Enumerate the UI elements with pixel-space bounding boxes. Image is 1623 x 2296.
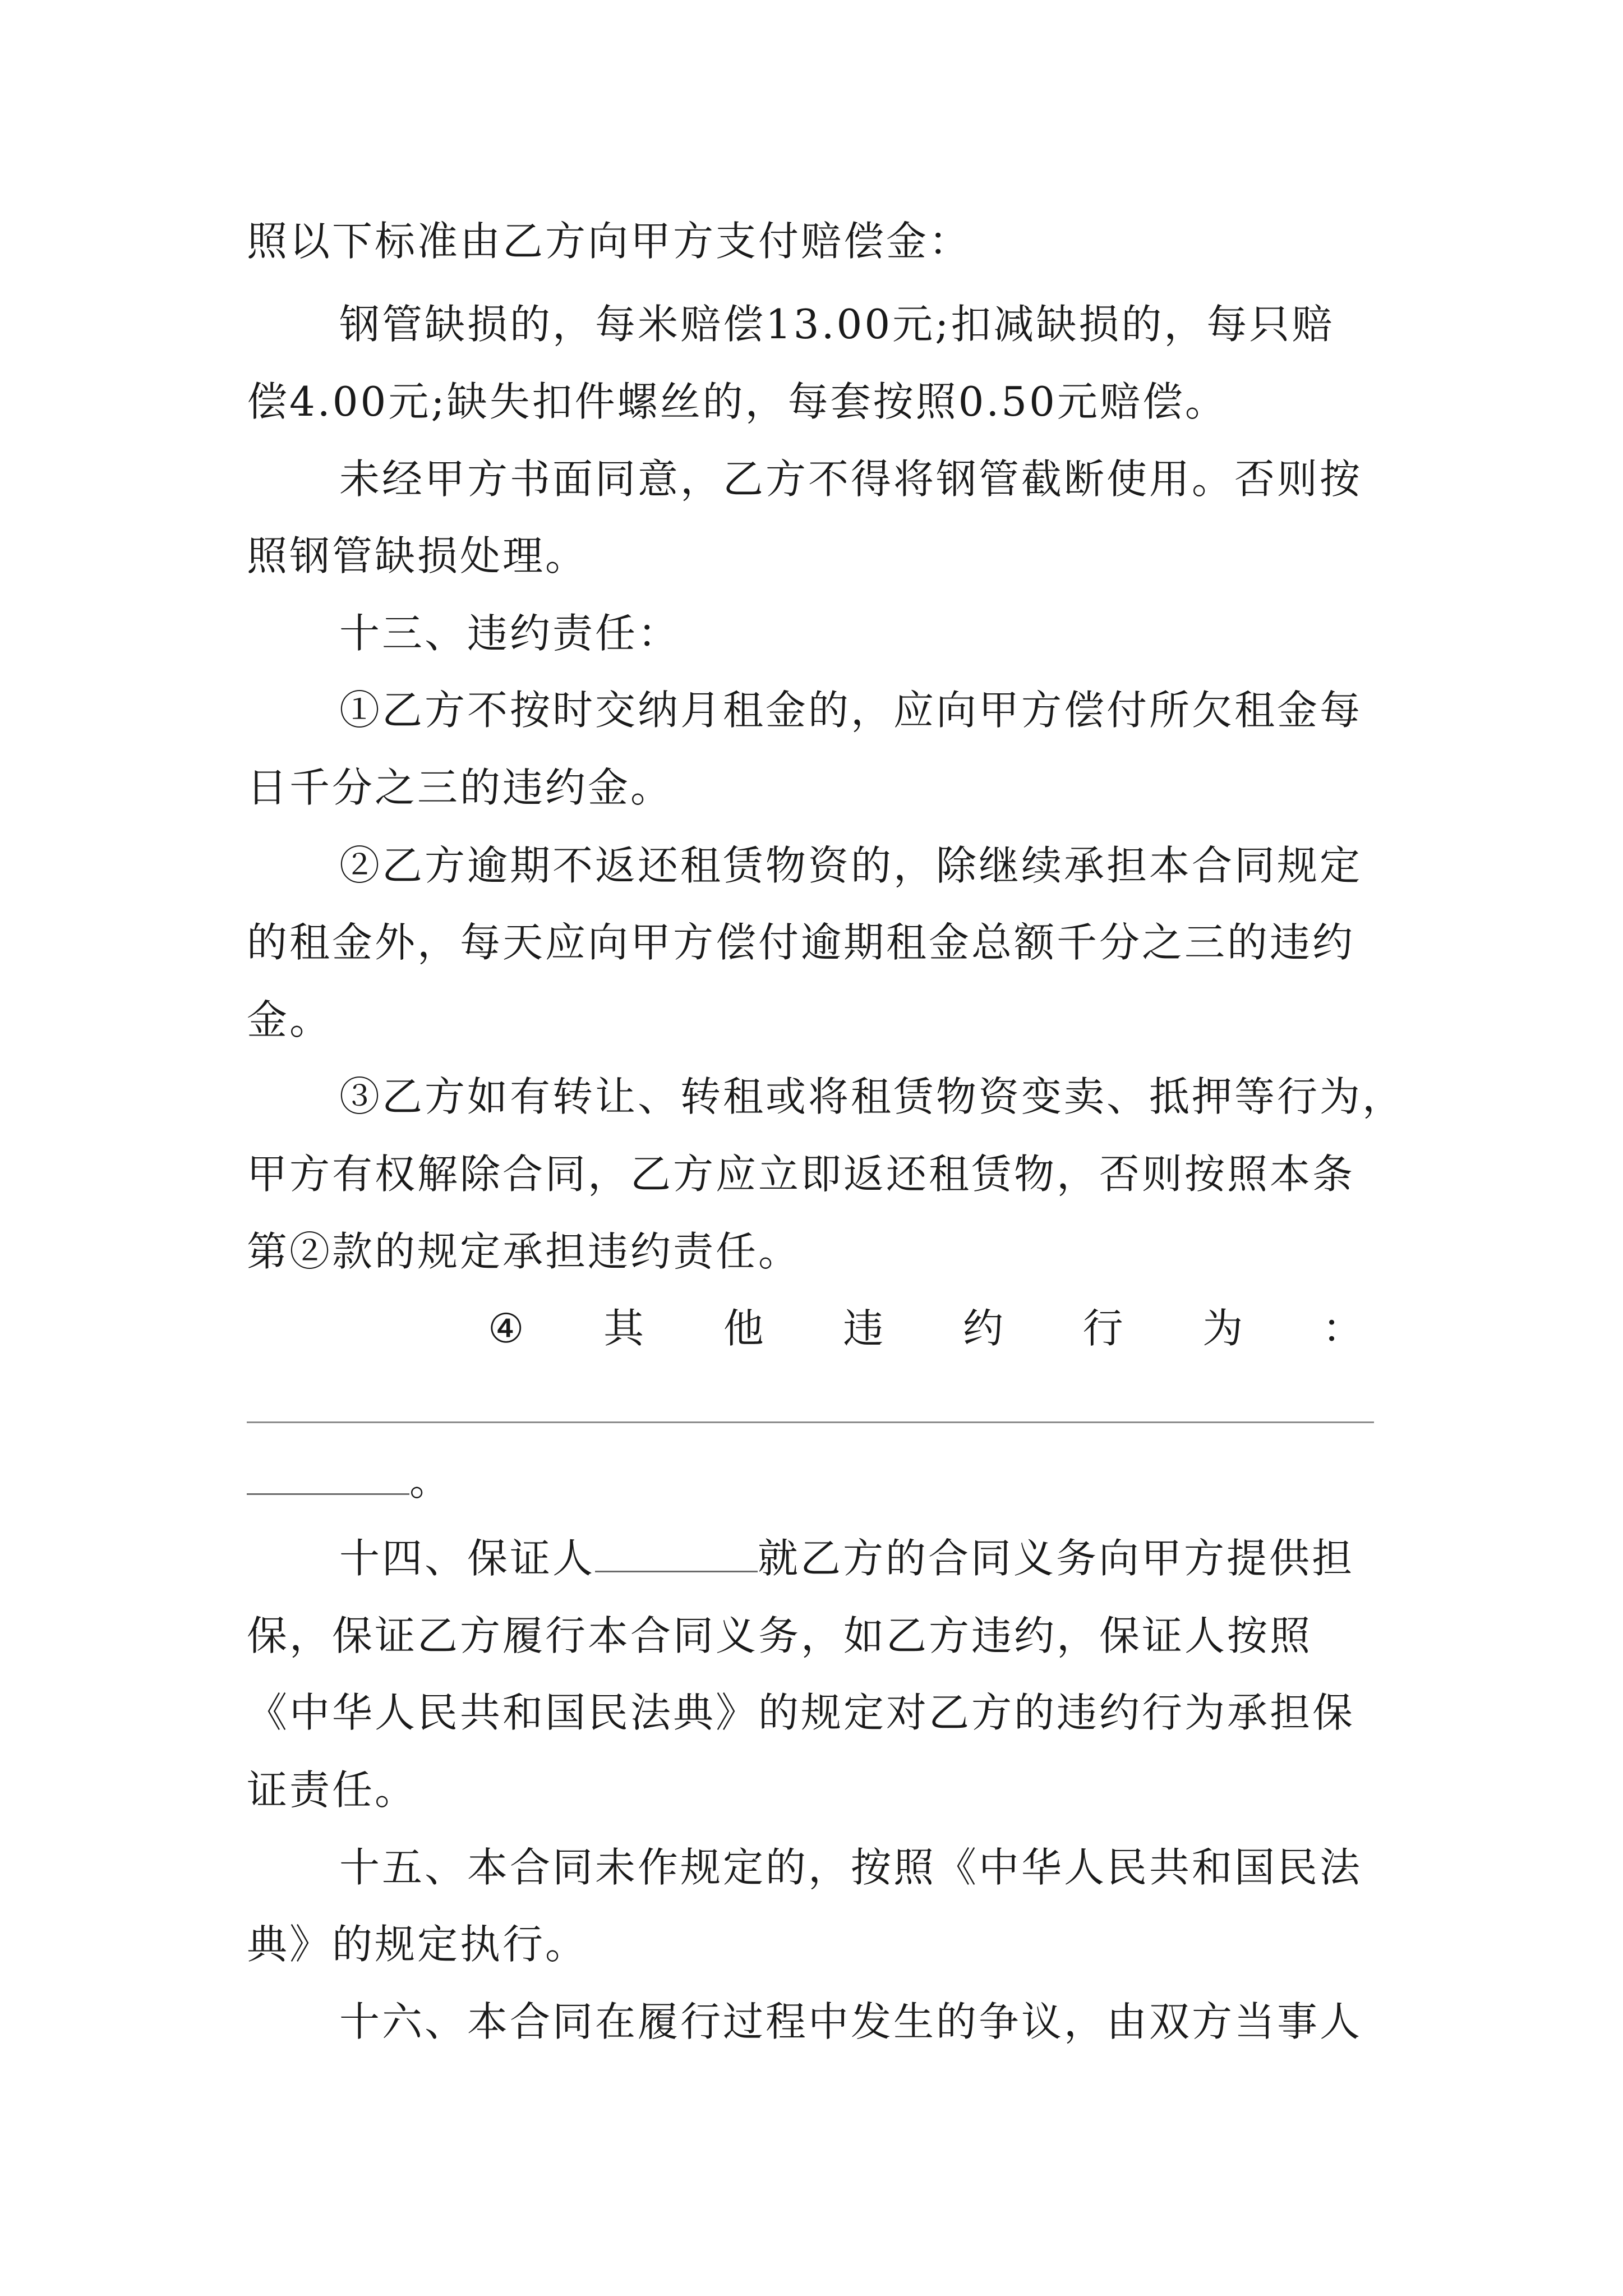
paragraph-line: 金。 bbox=[247, 996, 333, 1043]
paragraph-line: 的租金外，每天应向甲方偿付逾期租金总额千分之三的违约 bbox=[247, 919, 1355, 966]
fill-in-blank-rule bbox=[247, 1421, 1374, 1423]
justified-char: ： bbox=[1322, 1305, 1363, 1352]
paragraph-line: ②乙方逾期不返还租赁物资的，除继续承担本合同规定 bbox=[339, 842, 1363, 889]
section-heading: 十三、违约责任： bbox=[339, 610, 681, 657]
blank-line bbox=[247, 1453, 1391, 1509]
guarantor-blank bbox=[595, 1536, 758, 1572]
paragraph-line: 典》的规定执行。 bbox=[247, 1921, 588, 1968]
paragraph-line: 偿4.00元;缺失扣件螺丝的，每套按照0.50元赔偿。 bbox=[247, 378, 1228, 425]
paragraph-line: ③乙方如有转让、转租或将租赁物资变卖、抵押等行为， bbox=[339, 1073, 1405, 1120]
paragraph-line: 十五、本合同未作规定的，按照《中华人民共和国民法 bbox=[339, 1844, 1363, 1891]
paragraph-line: 保，保证乙方履行本合同义务，如乙方违约，保证人按照 bbox=[247, 1612, 1313, 1659]
guarantor-label: 十四、保证人 bbox=[339, 1535, 596, 1582]
guarantor-text: 就乙方的合同义务向甲方提供担 bbox=[758, 1535, 1355, 1582]
paragraph-line: 钢管缺损的，每米赔偿13.00元;扣减缺损的，每只赔 bbox=[339, 301, 1335, 348]
justified-char: 约 bbox=[963, 1305, 1004, 1352]
fill-in-blank bbox=[247, 1458, 409, 1495]
paragraph-line: 甲方有权解除合同，乙方应立即返还租赁物，否则按照本条 bbox=[247, 1151, 1355, 1198]
justified-char: ④ bbox=[488, 1305, 524, 1352]
other-breach-line bbox=[488, 1300, 1363, 1356]
justified-char: 行 bbox=[1082, 1305, 1123, 1352]
justified-char: 违 bbox=[843, 1305, 884, 1352]
justified-char: 他 bbox=[723, 1305, 764, 1352]
line-suffix: 。 bbox=[409, 1457, 453, 1504]
justified-char: 为 bbox=[1202, 1305, 1243, 1352]
paragraph-line: 十六、本合同在履行过程中发生的争议，由双方当事人 bbox=[339, 1998, 1363, 2045]
paragraph-line: 第②款的规定承担违约责任。 bbox=[247, 1228, 801, 1275]
paragraph-line bbox=[339, 1530, 1391, 1586]
justified-char: 其 bbox=[603, 1305, 644, 1352]
paragraph-line: 《中华人民共和国民法典》的规定对乙方的违约行为承担保 bbox=[247, 1689, 1355, 1736]
paragraph-line: 照以下标准由乙方向甲方支付赔偿金： bbox=[247, 218, 972, 265]
paragraph-line: ①乙方不按时交纳月租金的，应向甲方偿付所欠租金每 bbox=[339, 687, 1363, 734]
paragraph-line: 未经甲方书面同意，乙方不得将钢管截断使用。否则按 bbox=[339, 455, 1363, 503]
paragraph-line: 证责任。 bbox=[247, 1766, 418, 1814]
paragraph-line: 日千分之三的违约金。 bbox=[247, 764, 674, 811]
paragraph-line: 照钢管缺损处理。 bbox=[247, 532, 588, 579]
